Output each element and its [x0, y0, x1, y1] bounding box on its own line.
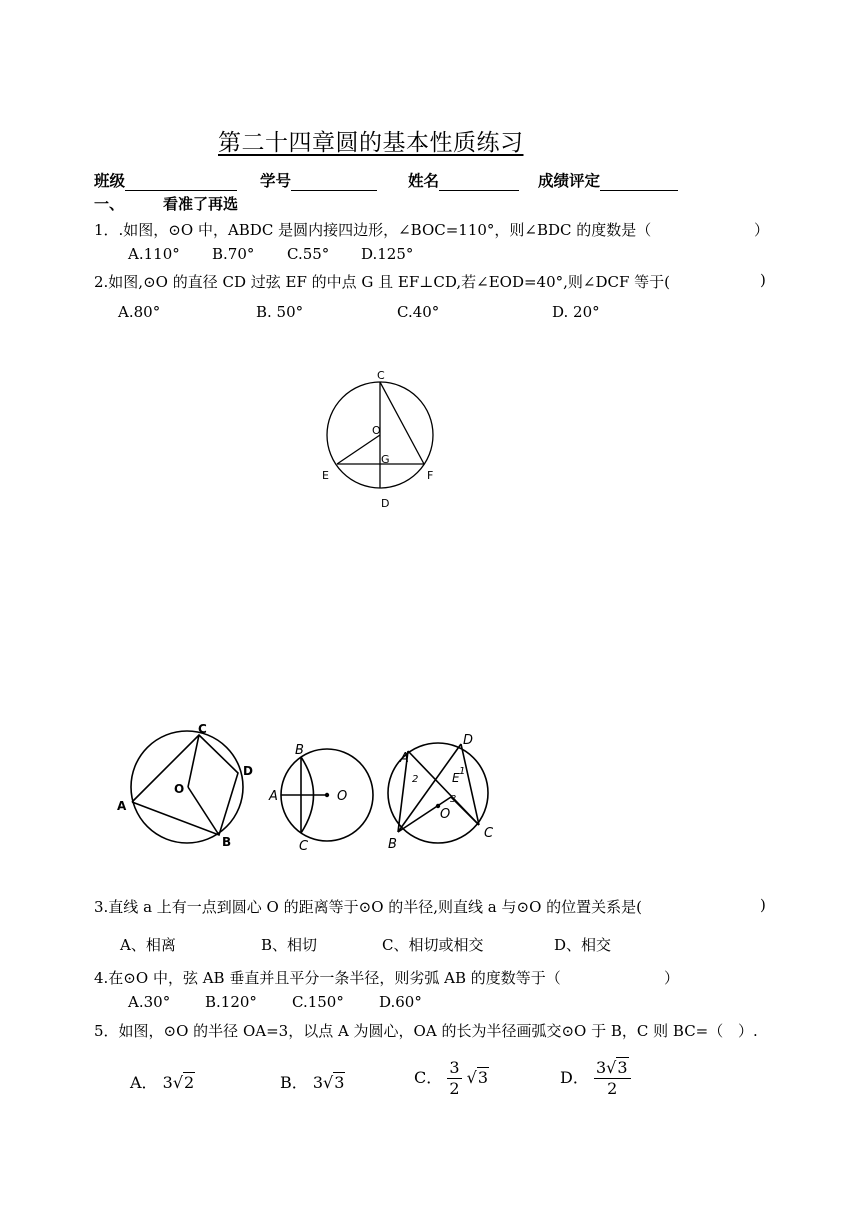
q5-option-c[interactable] [414, 1058, 489, 1099]
sqrt-icon: √3 [466, 1068, 489, 1087]
q5-c-label: C． [414, 1068, 443, 1087]
segment-dc [461, 744, 479, 825]
question-1-close: ） [754, 221, 770, 239]
q5-b-rad: 3 [334, 1073, 345, 1092]
segment-cf [380, 382, 424, 464]
grade-field [538, 169, 678, 191]
q3-option-b[interactable]: B、相切 [261, 936, 318, 954]
label-e: E [452, 771, 460, 785]
q1-option-d[interactable]: D.125° [361, 245, 414, 263]
question-1-stem: 1．.如图，⊙O 中，ABDC 是圆内接四边形，∠BOC=110°，则∠BDC 的度数是（ [94, 221, 652, 239]
question-5-close: ）. [738, 1022, 758, 1040]
q4-option-a[interactable]: A.30° [128, 993, 171, 1011]
q3-option-c[interactable]: C、相切或相交 [382, 936, 484, 954]
q4-option-d[interactable]: D.60° [379, 993, 422, 1011]
q3-option-a[interactable]: A、相离 [120, 936, 176, 954]
q5-b-coef: 3 [312, 1073, 324, 1092]
class-blank[interactable] [125, 175, 237, 191]
q2-option-d[interactable]: D. 20° [552, 303, 600, 321]
label-d: D [381, 497, 390, 510]
label-o: O [174, 782, 185, 796]
grade-blank[interactable] [600, 175, 678, 191]
label-d: D [243, 764, 253, 778]
q5-d-label: D． [560, 1068, 589, 1087]
q5-option-d[interactable] [560, 1058, 631, 1099]
figure-diameter-cd [310, 362, 450, 517]
segment-oc [188, 735, 199, 787]
q2-option-a[interactable]: A.80° [118, 303, 161, 321]
label-b: B [295, 743, 304, 758]
q5-c-num: 3 [449, 1058, 460, 1077]
question-3-close: ) [760, 896, 766, 914]
figure-inscribed-angles [383, 730, 503, 855]
number-label: 学号 [260, 172, 292, 190]
q1-option-b[interactable]: B.70° [212, 245, 255, 263]
class-field [94, 169, 237, 191]
q5-d-fraction [594, 1058, 631, 1099]
q1-option-c[interactable]: C.55° [287, 245, 330, 263]
q1-option-a[interactable]: A.110° [128, 245, 180, 263]
label-a: A [117, 799, 127, 813]
label-angle-3: 3 [450, 794, 457, 805]
label-angle-2: 2 [412, 774, 419, 785]
sqrt-icon: √2 [172, 1073, 195, 1092]
number-blank[interactable] [291, 175, 377, 191]
grade-label: 成绩评定 [538, 172, 601, 190]
q5-c-fraction [447, 1058, 461, 1099]
q5-d-num [594, 1058, 631, 1079]
section-number: 一、 [94, 195, 125, 213]
question-2-close: ) [760, 271, 766, 289]
label-a: A [269, 789, 278, 804]
page-title: 第二十四章圆的基本性质练习 [218, 130, 524, 156]
label-o: O [440, 807, 451, 822]
label-b: B [222, 835, 232, 849]
label-a: A [400, 751, 409, 766]
label-g: G [381, 453, 390, 466]
center-dot [325, 793, 329, 797]
q5-a-label: A． [130, 1073, 158, 1092]
segment-ob [188, 787, 219, 835]
q3-option-d[interactable]: D、相交 [554, 936, 612, 954]
sqrt-icon: √3 [606, 1058, 628, 1077]
number-field [260, 169, 377, 191]
question-4-stem: 4.在⊙O 中，弦 AB 垂直并且平分一条半径，则劣弧 AB 的度数等于（ [94, 969, 561, 987]
label-e: E [322, 469, 329, 482]
q5-d-num-rad: 3 [617, 1058, 628, 1077]
q5-d-den: 2 [607, 1079, 618, 1098]
question-3-stem: 3.直线 a 上有一点到圆心 O 的距离等于⊙O 的半径,则直线 a 与⊙O 的位置关系是( [94, 898, 642, 916]
q5-option-a[interactable] [130, 1070, 195, 1093]
name-label: 姓名 [408, 172, 440, 190]
label-c: C [198, 722, 207, 736]
q5-c-den: 2 [449, 1079, 460, 1098]
figure-inscribed-quadrilateral [110, 718, 270, 853]
q5-option-b[interactable] [280, 1070, 345, 1093]
label-c: C [377, 369, 385, 382]
segment-oe [337, 435, 380, 464]
q2-option-c[interactable]: C.40° [397, 303, 440, 321]
name-blank[interactable] [439, 175, 519, 191]
question-5-stem: 5．如图，⊙O 的半径 OA=3，以点 A 为圆心，OA 的长为半径画弧交⊙O 于 B，C 则 BC=（ [94, 1022, 724, 1040]
label-angle-1: 1 [459, 766, 466, 777]
name-field [408, 169, 519, 191]
quadrilateral-acdb [132, 735, 238, 835]
label-c: C [299, 839, 309, 853]
section-title: 看准了再选 [163, 195, 239, 213]
label-o: O [372, 424, 381, 437]
class-label: 班级 [94, 172, 126, 190]
q5-b-label: B． [280, 1073, 308, 1092]
label-c: C [484, 826, 494, 841]
label-d: D [463, 733, 474, 748]
figure-arc-bc [266, 738, 376, 853]
label-o: O [337, 789, 348, 804]
question-2-stem: 2.如图,⊙O 的直径 CD 过弦 EF 的中点 G 且 EF⊥CD,若∠EOD=40°,则∠DCF 等于( [94, 273, 671, 291]
q4-option-b[interactable]: B.120° [205, 993, 257, 1011]
q5-c-rad: 3 [477, 1068, 489, 1087]
q2-option-b[interactable]: B. 50° [256, 303, 304, 321]
label-f: F [427, 469, 434, 482]
q5-d-num-coef: 3 [595, 1058, 607, 1077]
q5-a-coef: 3 [162, 1073, 173, 1092]
label-b: B [388, 837, 397, 852]
sqrt-icon: √3 [323, 1073, 345, 1092]
q5-a-rad: 2 [184, 1073, 195, 1092]
question-4-close: ） [664, 969, 680, 987]
q4-option-c[interactable]: C.150° [292, 993, 344, 1011]
